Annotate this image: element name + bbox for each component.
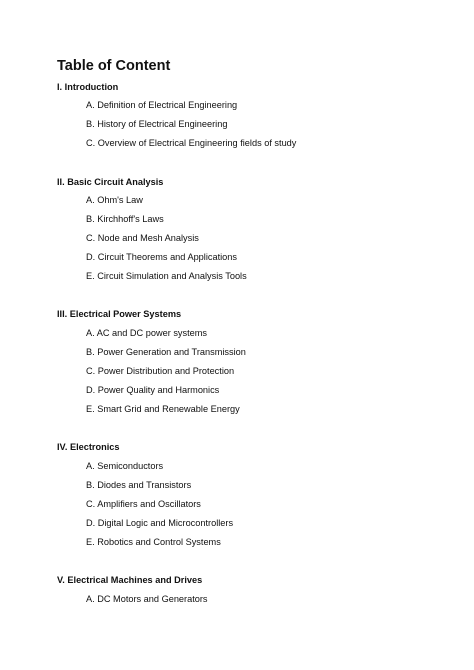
toc-item: D. Circuit Theorems and Applications bbox=[86, 252, 237, 262]
toc-item: D. Digital Logic and Microcontrollers bbox=[86, 518, 234, 528]
toc-item: E. Circuit Simulation and Analysis Tools bbox=[86, 271, 247, 281]
toc-item: A. Definition of Electrical Engineering bbox=[86, 100, 238, 110]
section-heading-electrical-power-systems: III. Electrical Power Systems bbox=[57, 309, 182, 319]
toc-item: E. Smart Grid and Renewable Energy bbox=[86, 404, 240, 414]
toc-item: C. Amplifiers and Oscillators bbox=[86, 499, 201, 509]
toc-item: B. History of Electrical Engineering bbox=[86, 119, 228, 129]
toc-item: D. Power Quality and Harmonics bbox=[86, 385, 220, 395]
section-heading-basic-circuit-analysis: II. Basic Circuit Analysis bbox=[57, 177, 164, 187]
toc-item: A. Ohm's Law bbox=[86, 195, 143, 205]
toc-item: C. Power Distribution and Protection bbox=[86, 366, 235, 376]
toc-item: B. Kirchhoff's Laws bbox=[86, 214, 164, 224]
toc-item: C. Node and Mesh Analysis bbox=[86, 233, 199, 243]
section-heading-electronics: IV. Electronics bbox=[57, 442, 120, 452]
page-title: Table of Content bbox=[57, 58, 171, 74]
toc-item: A. DC Motors and Generators bbox=[86, 594, 208, 604]
section-heading-electrical-machines-and-drives: V. Electrical Machines and Drives bbox=[57, 575, 203, 585]
toc-item: A. Semiconductors bbox=[86, 461, 164, 471]
toc-item: E. Robotics and Control Systems bbox=[86, 537, 221, 547]
toc-item: B. Power Generation and Transmission bbox=[86, 347, 246, 357]
toc-item: A. AC and DC power systems bbox=[86, 328, 208, 338]
section-heading-introduction: I. Introduction bbox=[57, 82, 119, 92]
toc-item: C. Overview of Electrical Engineering fields of study bbox=[86, 138, 297, 148]
toc-item: B. Diodes and Transistors bbox=[86, 480, 192, 490]
